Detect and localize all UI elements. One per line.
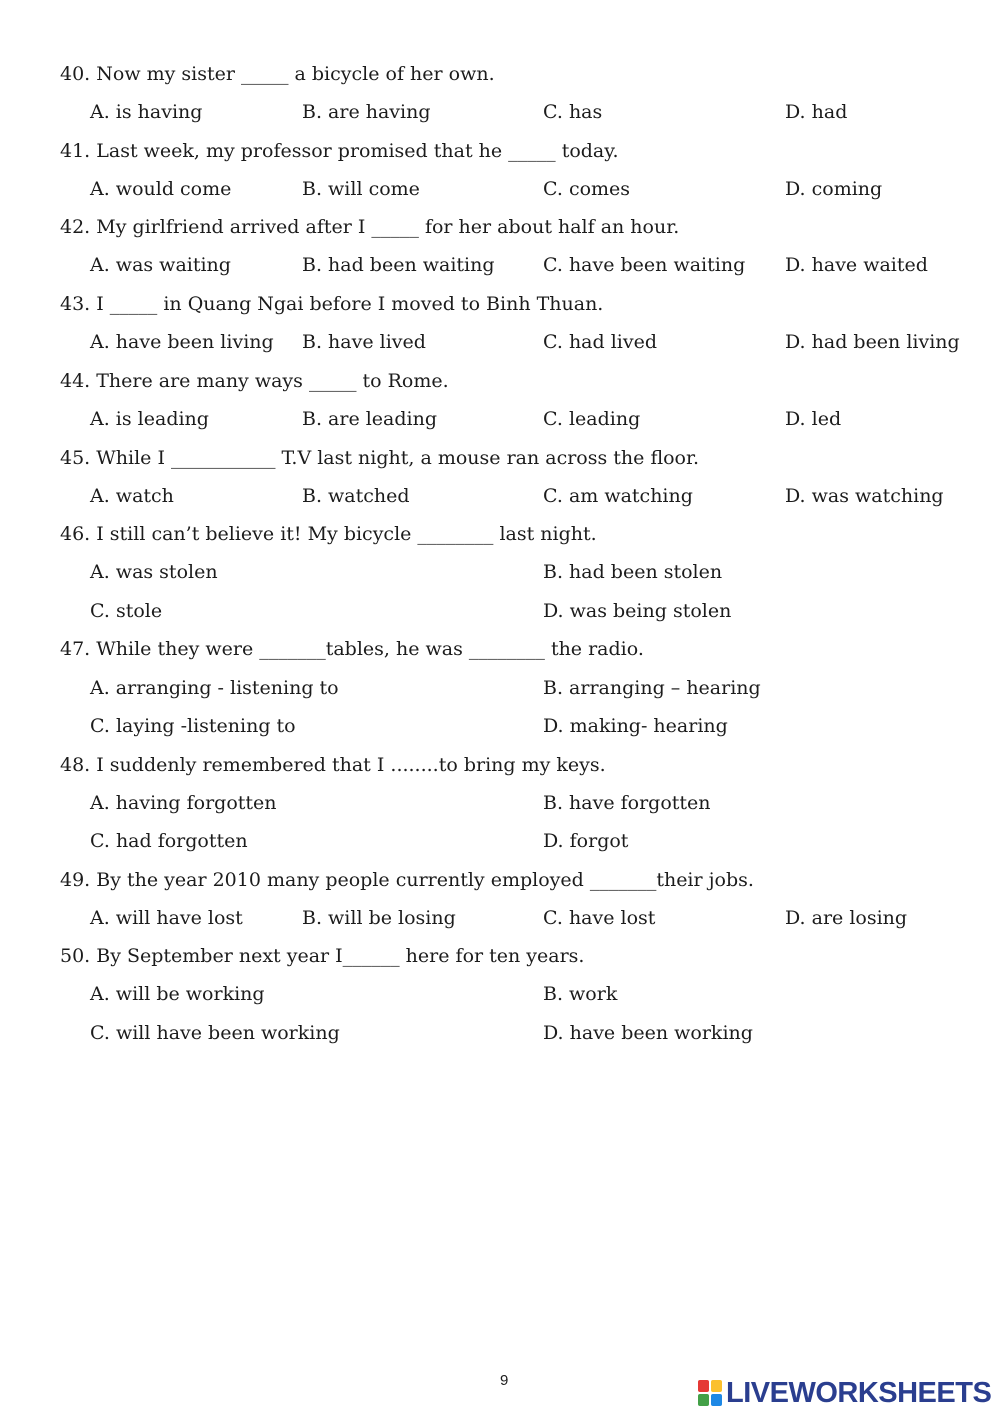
question-48-option-d[interactable]: D. forgot bbox=[543, 830, 629, 852]
question-49-option-b[interactable]: B. will be losing bbox=[302, 907, 456, 929]
question-40-option-b[interactable]: B. are having bbox=[302, 101, 431, 123]
question-43-stem: 43. I _____ in Quang Ngai before I moved to Binh Thuan. bbox=[60, 293, 604, 315]
question-50-stem: 50. By September next year I______ here for ten years. bbox=[60, 945, 585, 967]
question-50-option-b[interactable]: B. work bbox=[543, 983, 618, 1005]
question-49-option-a[interactable]: A. will have lost bbox=[90, 907, 243, 929]
question-44-option-a[interactable]: A. is leading bbox=[90, 408, 209, 430]
question-47-option-b[interactable]: B. arranging – hearing bbox=[543, 677, 761, 699]
question-42-option-a[interactable]: A. was waiting bbox=[90, 254, 231, 276]
question-50-option-c[interactable]: C. will have been working bbox=[90, 1022, 340, 1044]
question-45-option-a[interactable]: A. watch bbox=[90, 485, 174, 507]
question-41-option-c[interactable]: C. comes bbox=[543, 178, 631, 200]
question-43-option-a[interactable]: A. have been living bbox=[90, 331, 274, 353]
question-48-option-b[interactable]: B. have forgotten bbox=[543, 792, 711, 814]
question-42-option-c[interactable]: C. have been waiting bbox=[543, 254, 746, 276]
question-43-option-b[interactable]: B. have lived bbox=[302, 331, 426, 353]
question-40-option-a[interactable]: A. is having bbox=[90, 101, 203, 123]
question-46-option-b[interactable]: B. had been stolen bbox=[543, 561, 723, 583]
question-48-option-a[interactable]: A. having forgotten bbox=[90, 792, 277, 814]
question-40-stem: 40. Now my sister _____ a bicycle of her own. bbox=[60, 63, 495, 85]
question-45-option-b[interactable]: B. watched bbox=[302, 485, 410, 507]
question-45-option-d[interactable]: D. was watching bbox=[785, 485, 944, 507]
brand-name: LIVEWORKSHEETS bbox=[726, 1376, 992, 1409]
question-47-option-c[interactable]: C. laying -listening to bbox=[90, 715, 296, 737]
question-49-option-c[interactable]: C. have lost bbox=[543, 907, 656, 929]
question-41-option-b[interactable]: B. will come bbox=[302, 178, 420, 200]
question-40-option-d[interactable]: D. had bbox=[785, 101, 848, 123]
question-50-option-d[interactable]: D. have been working bbox=[543, 1022, 753, 1044]
question-42-option-d[interactable]: D. have waited bbox=[785, 254, 928, 276]
question-44-stem: 44. There are many ways _____ to Rome. bbox=[60, 370, 449, 392]
liveworksheets-logo-icon bbox=[698, 1380, 722, 1406]
question-48-stem: 48. I suddenly remembered that I ........to bring my keys. bbox=[60, 754, 606, 776]
question-42-stem: 42. My girlfriend arrived after I _____ for her about half an hour. bbox=[60, 216, 680, 238]
question-43-option-c[interactable]: C. had lived bbox=[543, 331, 657, 353]
liveworksheets-logo bbox=[698, 1376, 991, 1410]
question-45-option-c[interactable]: C. am watching bbox=[543, 485, 693, 507]
question-46-option-a[interactable]: A. was stolen bbox=[90, 561, 218, 583]
question-50-option-a[interactable]: A. will be working bbox=[90, 983, 265, 1005]
question-43-option-d[interactable]: D. had been living bbox=[785, 331, 960, 353]
question-41-option-d[interactable]: D. coming bbox=[785, 178, 883, 200]
question-47-stem: 47. While they were _______tables, he was ________ the radio. bbox=[60, 638, 644, 660]
question-44-option-d[interactable]: D. led bbox=[785, 408, 842, 430]
question-42-option-b[interactable]: B. had been waiting bbox=[302, 254, 495, 276]
question-45-stem: 45. While I ___________ T.V last night, a mouse ran across the floor. bbox=[60, 447, 700, 469]
question-44-option-b[interactable]: B. are leading bbox=[302, 408, 438, 430]
question-46-stem: 46. I still can’t believe it! My bicycle ________ last night. bbox=[60, 523, 597, 545]
question-40-option-c[interactable]: C. has bbox=[543, 101, 603, 123]
question-49-option-d[interactable]: D. are losing bbox=[785, 907, 908, 929]
question-47-option-a[interactable]: A. arranging - listening to bbox=[90, 677, 339, 699]
question-46-option-d[interactable]: D. was being stolen bbox=[543, 600, 732, 622]
question-46-option-c[interactable]: C. stole bbox=[90, 600, 163, 622]
question-48-option-c[interactable]: C. had forgotten bbox=[90, 830, 248, 852]
question-41-option-a[interactable]: A. would come bbox=[90, 178, 232, 200]
question-44-option-c[interactable]: C. leading bbox=[543, 408, 641, 430]
question-49-stem: 49. By the year 2010 many people currently employed _______their jobs. bbox=[60, 869, 754, 891]
question-41-stem: 41. Last week, my professor promised that he _____ today. bbox=[60, 140, 619, 162]
question-47-option-d[interactable]: D. making- hearing bbox=[543, 715, 728, 737]
page-number: 9 bbox=[500, 1372, 509, 1389]
